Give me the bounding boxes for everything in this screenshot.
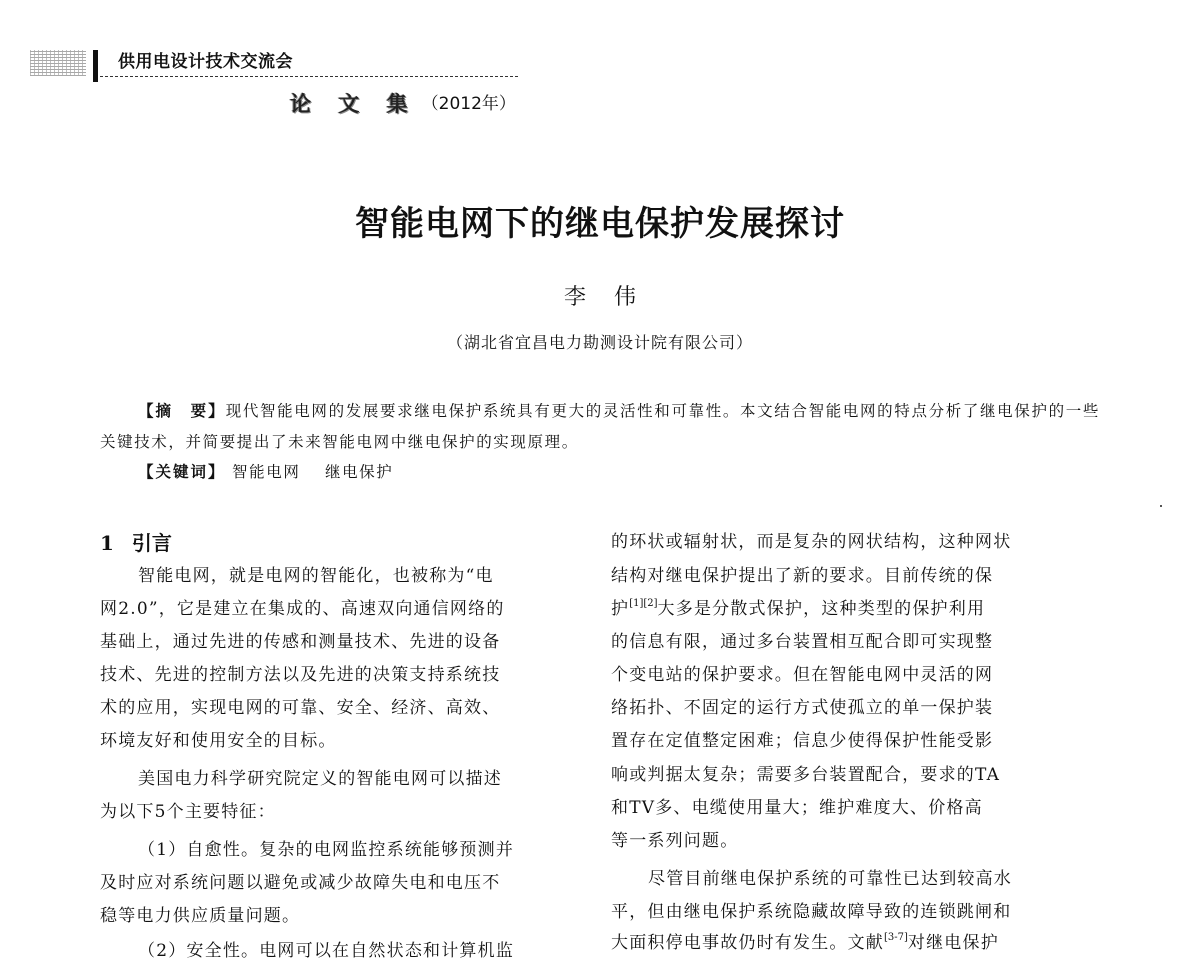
body-line: 等一系列问题。: [611, 831, 739, 851]
article-title: 智能电网下的继电保护发展探讨: [355, 204, 845, 244]
proceedings-label: 论 文 集: [290, 91, 418, 116]
body-line: 稳等电力供应质量问题。: [100, 906, 301, 926]
body-line: 技术、先进的控制方法以及先进的决策支持系统技: [100, 665, 501, 685]
abstract: [100, 396, 1100, 458]
body-line: 平，但由继电保护系统隐藏故障导致的连锁跳闸和: [611, 902, 1012, 922]
section-title: 引言: [131, 531, 172, 555]
body-line: 的环状或辐射状，而是复杂的网状结构，这种网状: [611, 532, 1012, 552]
header-bar: [93, 50, 98, 82]
abstract-label: 【摘 要】: [138, 402, 226, 420]
body-line: 结构对继电保护提出了新的要求。目前传统的保: [611, 566, 994, 586]
keyword-item: 智能电网: [232, 463, 301, 481]
citation-ref: [3-7]: [884, 932, 908, 943]
body-line: 络拓扑、不固定的运行方式使孤立的单一保护装: [611, 698, 994, 718]
body-line: 响或判据太复杂；需要多台装置配合，要求的TA: [611, 765, 1001, 785]
body-line: 术的应用，实现电网的可靠、安全、经济、高效、: [100, 698, 501, 718]
body-text: 大面积停电事故仍时有发生。文献: [611, 933, 884, 953]
body-text: 护: [611, 599, 630, 619]
body-text: 对继电保护: [907, 933, 999, 953]
header-texture-mark: [30, 50, 86, 76]
body-line: 的信息有限，通过多台装置相互配合即可实现整: [611, 632, 994, 652]
scan-speck: [1160, 505, 1162, 507]
body-line: [611, 594, 985, 619]
body-line: 环境友好和使用安全的目标。: [100, 731, 337, 751]
body-line: 为以下5个主要特征：: [100, 802, 276, 822]
section-number: 1: [100, 531, 114, 555]
section-heading: [100, 527, 172, 556]
body-line: 美国电力科学研究院定义的智能电网可以描述: [138, 769, 502, 789]
keywords-label: 【关键词】: [138, 463, 226, 481]
journal-name: 供用电设计技术交流会: [118, 52, 293, 72]
body-line: 尽管目前继电保护系统的可靠性已达到较高水: [648, 869, 1012, 889]
abstract-text: 现代智能电网的发展要求继电保护系统具有更大的灵活性和可靠性。本文结合智能电网的特点分析了继电保护的一些关键技术，并简要提出了未来智能电网中继电保护的实现原理。: [100, 402, 1100, 451]
body-line: 及时应对系统问题以避免或减少故障失电和电压不: [100, 873, 501, 893]
author-affiliation: （湖北省宜昌电力勘测设计院有限公司）: [446, 333, 753, 352]
proceedings-line: [290, 88, 516, 118]
body-line: 基础上，通过先进的传感和测量技术、先进的设备: [100, 632, 501, 652]
proceedings-year: （2012年）: [421, 94, 516, 114]
keywords: [138, 460, 411, 482]
header-rule: [100, 76, 518, 77]
body-line: 个变电站的保护要求。但在智能电网中灵活的网: [611, 665, 994, 685]
body-line: 置存在定值整定困难；信息少使得保护性能受影: [611, 731, 994, 751]
body-line: 网2.0”，它是建立在集成的、高速双向通信网络的: [100, 599, 505, 619]
citation-ref: [1][2]: [629, 598, 658, 609]
author-name: 李伟: [563, 285, 664, 310]
body-line: 智能电网，就是电网的智能化，也被称为“电: [138, 566, 494, 586]
body-line: （1）自愈性。复杂的电网监控系统能够预测并: [138, 840, 515, 860]
body-text: 大多是分散式保护，这种类型的保护利用: [657, 599, 986, 619]
body-line: 和TV多、电缆使用量大；维护难度大、价格高: [611, 798, 983, 818]
body-line: （2）安全性。电网可以在自然状态和计算机监: [138, 941, 515, 961]
keyword-item: 继电保护: [324, 463, 394, 481]
